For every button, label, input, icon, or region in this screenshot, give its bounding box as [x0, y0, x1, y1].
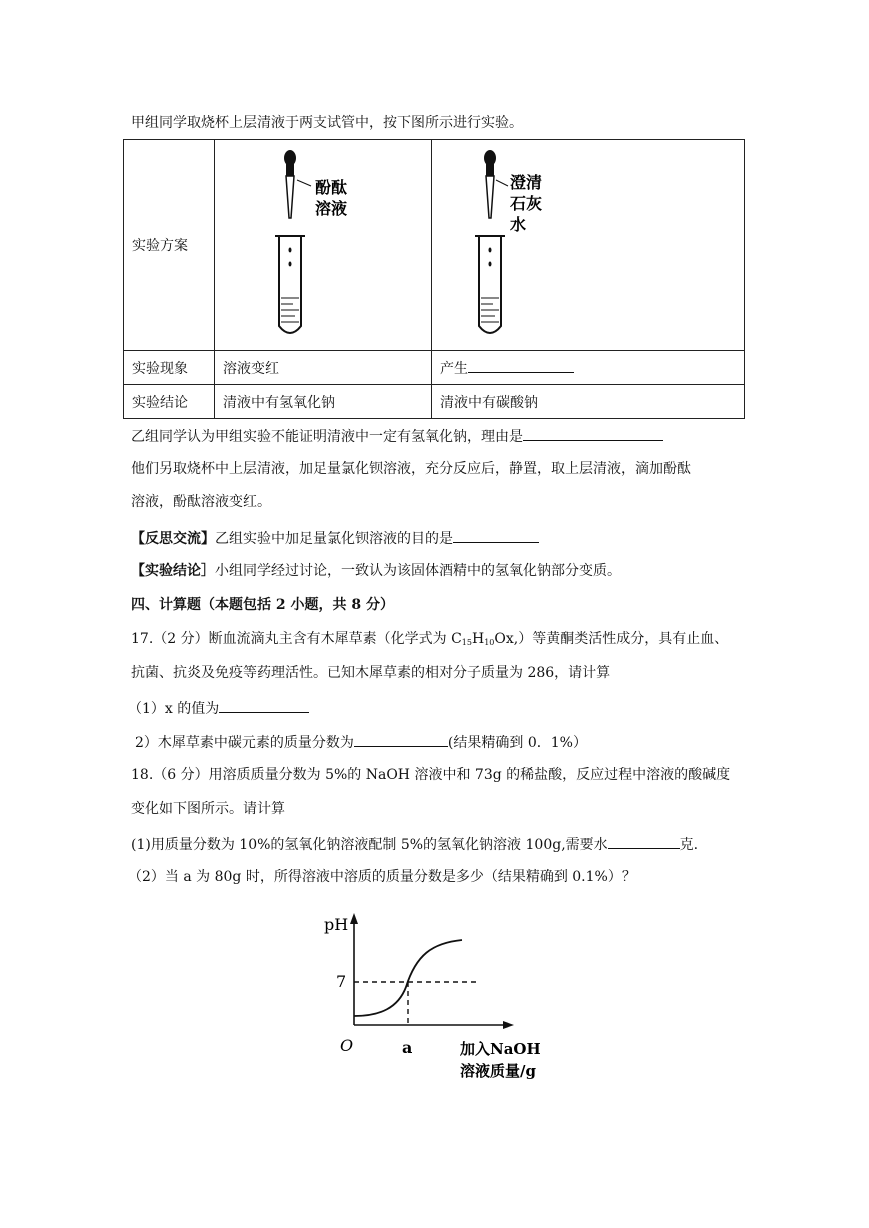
row-label-plan: 实验方案 — [124, 140, 215, 351]
q17-h: H — [471, 631, 485, 647]
answer-blank-phenomenon[interactable] — [468, 357, 574, 373]
reagent-label-1a: 酚酞 — [315, 178, 348, 197]
answer-blank-carbon[interactable] — [354, 731, 448, 747]
q17-line2: 抗菌、抗炎及免疫等药理活性。已知木犀草素的相对分子质量为 286，请计算 — [131, 665, 611, 681]
phenomenon-1: 溶液变红 — [215, 351, 432, 385]
q18-part1 — [131, 833, 698, 855]
dropper-tube-illustration-2 — [432, 140, 744, 346]
q18-part1-text: (1)用质量分数为 10%的氢氧化钠溶液配制 5%的氢氧化钠溶液 100g,需要水 — [131, 837, 608, 853]
phenomenon-2-prefix: 产生 — [440, 361, 468, 377]
para2-line2: 溶液，酚酞溶液变红。 — [131, 494, 271, 510]
y-tick-7: 7 — [336, 972, 347, 991]
section-title: 四、计算题（本题包括 2 小题，共 8 分） — [131, 597, 394, 613]
q17-part1-text: （1）x 的值为 — [128, 701, 220, 717]
conclusion-paragraph — [131, 561, 621, 581]
q17-subscript-h: 10 — [484, 638, 495, 647]
conclusion-tag: 【实验结论］ — [131, 563, 215, 579]
ph-curve-chart — [320, 905, 560, 1085]
x-axis-label-line2: 溶液质量/g — [460, 1062, 536, 1080]
x-axis-label-line1: 加入NaOH — [460, 1040, 541, 1058]
answer-blank-x[interactable] — [219, 697, 309, 713]
conclusion-2: 清液中有碳酸钠 — [432, 385, 745, 419]
q17-part2-suffix: (结果精确到 0．1%） — [447, 735, 587, 751]
q18-line2: 变化如下图所示。请计算 — [131, 801, 285, 817]
reagent-label-2c: 水 — [510, 215, 527, 234]
dropper-tube-illustration-1 — [215, 140, 431, 346]
reflection-tag: 【反思交流】 — [131, 531, 215, 547]
q18-part1-suffix: 克. — [679, 837, 699, 853]
q17-part2-text: 2）木犀草素中碳元素的质量分数为 — [135, 735, 354, 751]
x-tick-a: a — [402, 1038, 413, 1057]
intro-text: 甲组同学取烧杯上层清液于两支试管中，按下图所示进行实验。 — [131, 115, 523, 131]
para1-text: 乙组同学认为甲组实验不能证明清液中一定有氢氧化钠，理由是 — [131, 429, 523, 445]
q18-line1: 18.（6 分）用溶质质量分数为 5%的 NaOH 溶液中和 73g 的稀盐酸，反应过程中溶液的酸碱度 — [131, 767, 731, 783]
q18-part2: （2）当 a 为 80g 时，所得溶液中溶质的质量分数是多少（结果精确到 0.1%）？ — [128, 869, 636, 885]
origin-label: O — [340, 1036, 354, 1055]
q17-subscript-c: 15 — [461, 638, 472, 647]
reagent-label-2a: 澄清 — [510, 173, 543, 192]
para2-line1: 他们另取烧杯中上层清液，加足量氯化钡溶液，充分反应后，静置，取上层清液，滴加酚酞 — [131, 461, 691, 477]
y-axis-label: pH — [324, 915, 349, 934]
reagent-label-2b: 石灰 — [510, 194, 543, 213]
row-label-phenomenon: 实验现象 — [124, 351, 215, 385]
conclusion-1: 清液中有氢氧化钠 — [215, 385, 432, 419]
row-label-conclusion: 实验结论 — [124, 385, 215, 419]
q17-part2 — [135, 731, 587, 753]
reflection-paragraph — [131, 527, 539, 549]
apparatus-limewater — [432, 140, 745, 351]
para1 — [131, 425, 663, 447]
reagent-label-1b: 溶液 — [315, 199, 348, 218]
q17-line1-a: 17.（2 分）断血流滴丸主含有木犀草素（化学式为 C — [131, 631, 462, 647]
q17-line1-b: Ox,）等黄酮类活性成分，具有止血、 — [494, 631, 729, 647]
x-axis-arrow — [503, 1021, 514, 1029]
apparatus-phenolphthalein — [215, 140, 432, 351]
phenomenon-2 — [432, 351, 745, 385]
y-axis-arrow — [350, 913, 358, 924]
conclusion-text: 小组同学经过讨论，一致认为该固体酒精中的氢氧化钠部分变质。 — [215, 563, 621, 579]
answer-blank-water[interactable] — [608, 833, 680, 849]
q17-part1 — [128, 697, 309, 719]
experiment-table — [123, 139, 745, 419]
answer-blank-reason[interactable] — [523, 425, 663, 441]
reflection-text: 乙组实验中加足量氯化钡溶液的目的是 — [215, 531, 453, 547]
q17-line1 — [131, 629, 728, 653]
answer-blank-purpose[interactable] — [453, 527, 539, 543]
